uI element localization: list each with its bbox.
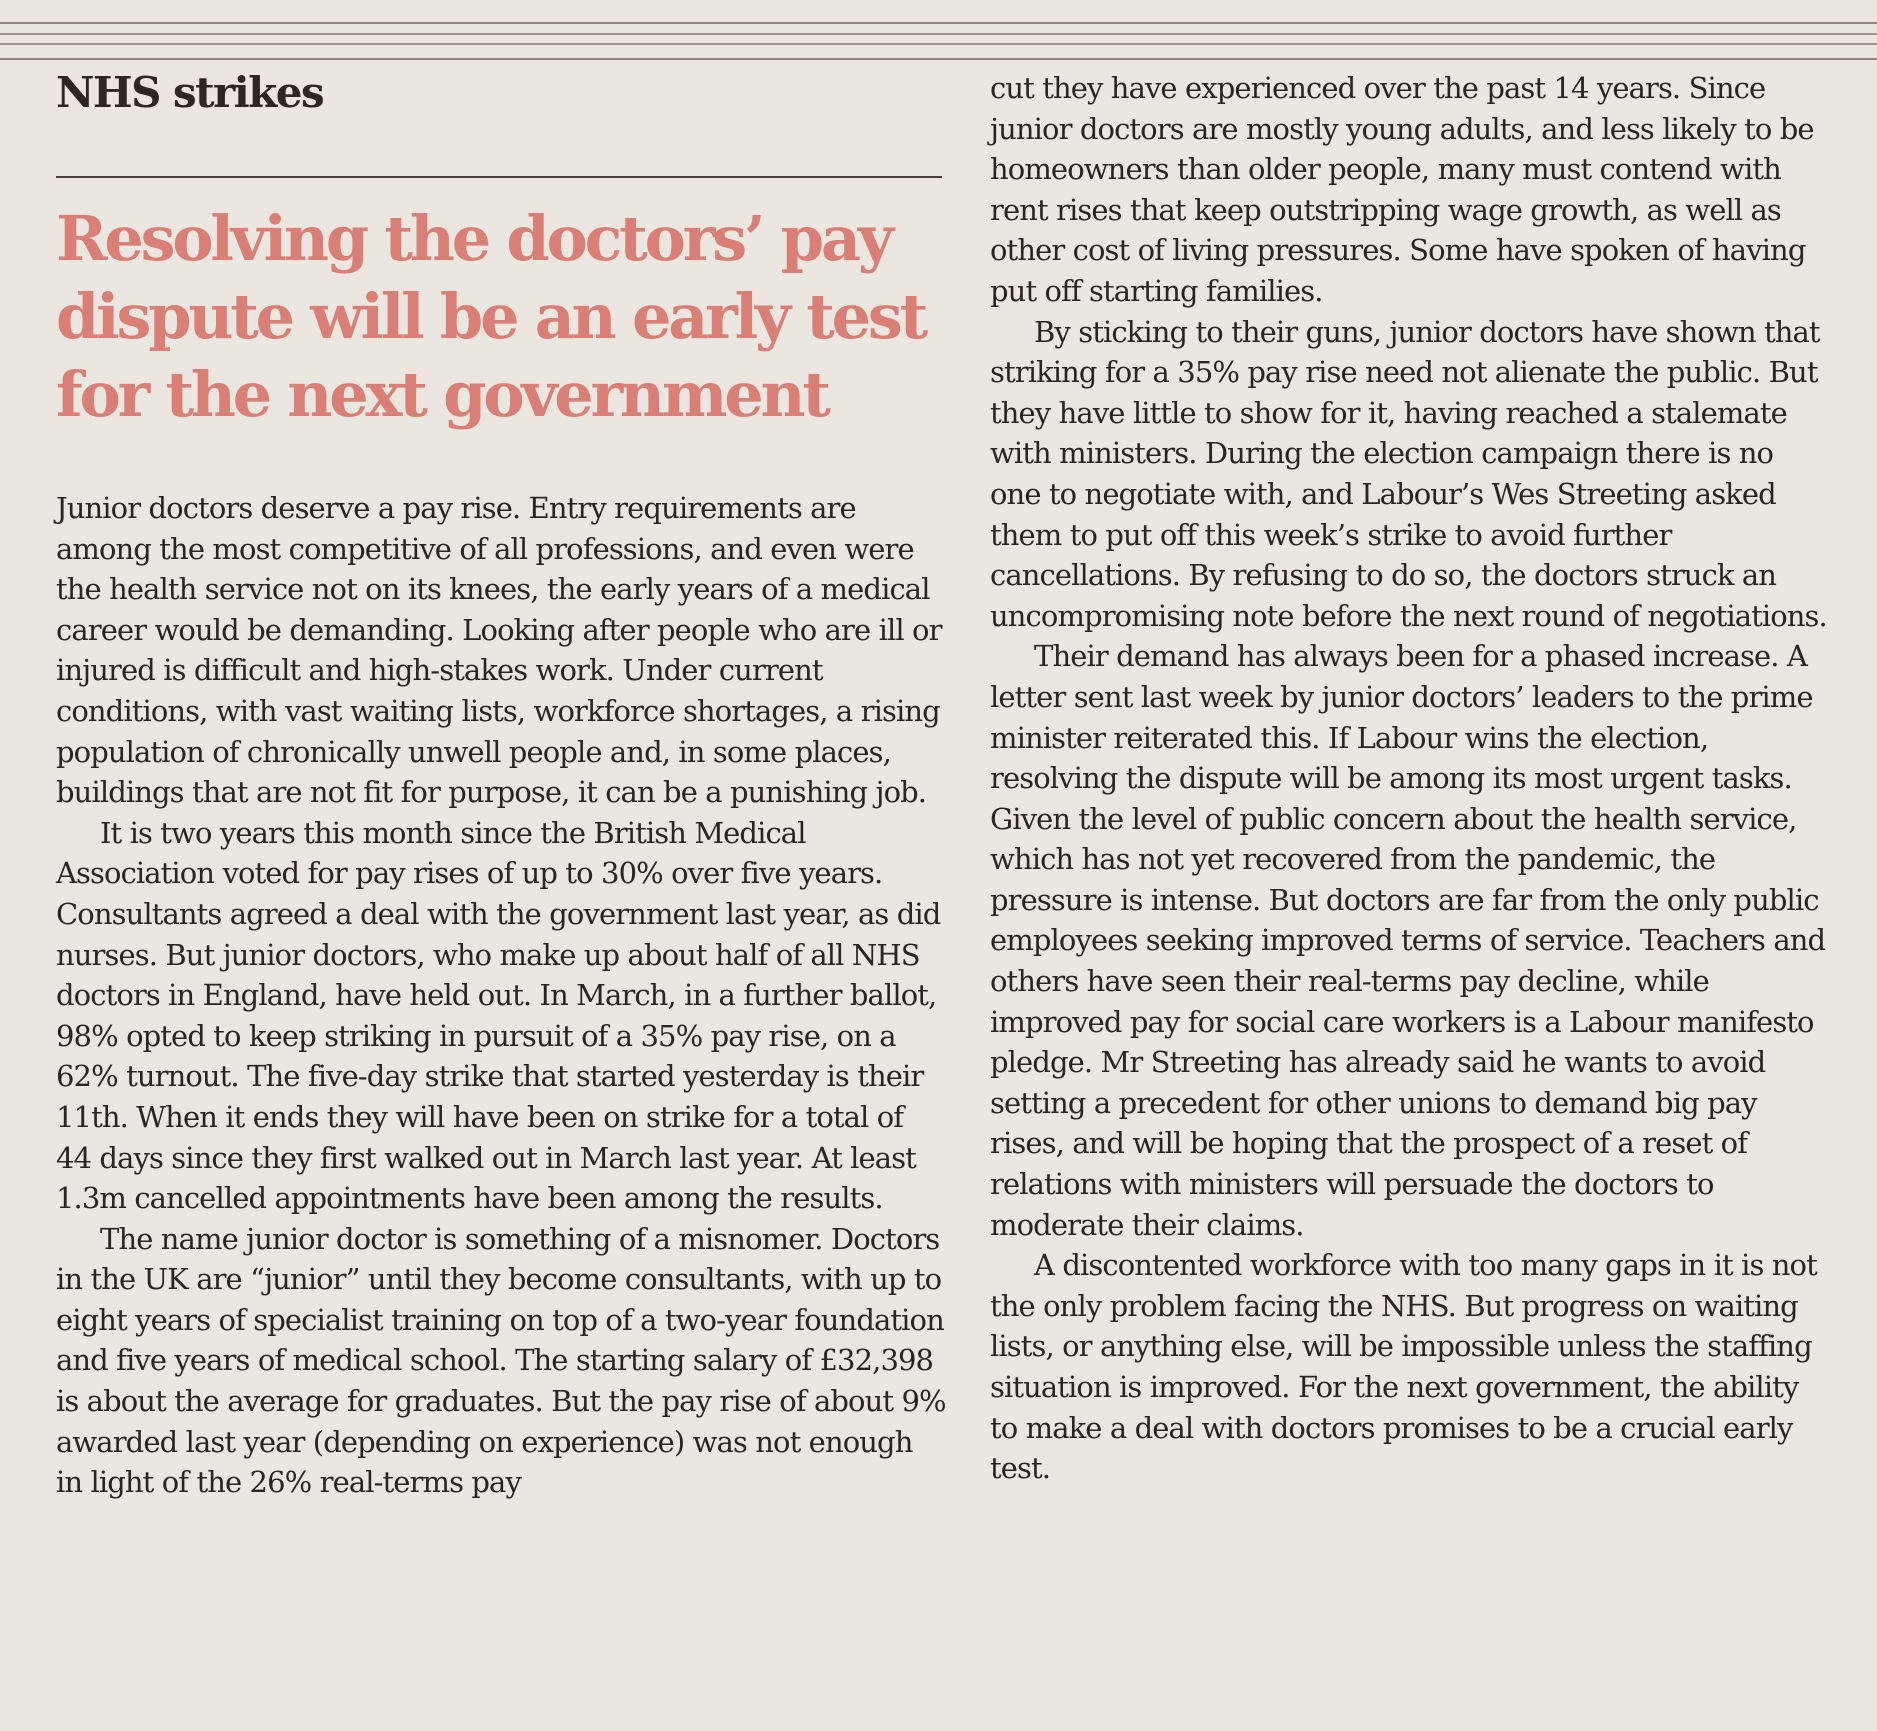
masthead-rules xyxy=(0,22,1877,60)
right-column xyxy=(990,68,1830,1489)
headline: Resolving the doctors’ pay dispute will be an early test for the next government xyxy=(56,202,926,431)
article-body-right xyxy=(990,68,1830,1489)
paragraph-4: By sticking to their guns, junior doctors have shown that striking for a 35% pay rise need not alienate the public. But they have little to show for it, having reached a stalemate with ministers. During the election campaign there is no one to negotiate with, and Labour’s Wes Streeting asked them to put off this week’s strike to avoid further cancellations. By refusing to do so, the doctors struck an uncompromising note before the next round of negotiations. xyxy=(990,314,1827,633)
paragraph-1: Junior doctors deserve a pay rise. Entry requirements are among the most competitive of all professions, and even were the health service not on its knees, the early years of a medical career would be demanding. Looking after people who are ill or injured is difficult and high-stakes work. Under current conditions, with vast waiting lists, workforce shortages, a rising population of chronically unwell people and, in some places, buildings that are not fit for purpose, it can be a punishing job. xyxy=(56,491,942,810)
paragraph-2: It is two years this month since the British Medical Association voted for pay rises of up to 30% over five years. Consultants agreed a deal with the government last year, as did nurses. But junior doctors, who make up about half of all NHS doctors in England, have held out. In March, in a further ballot, 98% opted to keep striking in pursuit of a 35% pay rise, on a 62% turnout. The five-day strike that started yesterday is their 11th. When it ends they will have been on strike for a total of 44 days since they first walked out in March last year. At least 1.3m cancelled appointments have been among the results. xyxy=(56,815,941,1216)
section-divider xyxy=(56,176,942,178)
paragraph-5: Their demand has always been for a phased increase. A letter sent last week by junior doctors’ leaders to the prime minister reiterated this. If Labour wins the election, resolving the dispute will be among its most urgent tasks. Given the level of public concern about the health service, which has not yet recovered from the pandemic, the pressure is intense. But doctors are far from the only public employees seeking improved terms of service. Teachers and others have seen their real-terms pay decline, while improved pay for social care workers is a Labour manifesto pledge. Mr Streeting has already said he wants to avoid setting a precedent for other unions to demand big pay rises, and will be hoping that the prospect of a reset of relations with ministers will persuade the doctors to moderate their claims. xyxy=(990,639,1826,1242)
paragraph-3: The name junior doctor is something of a misnomer. Doctors in the UK are “junior” until they become consultants, with up to eight years of specialist training on top of a two-year foundation and five years of medical school. The starting salary of £32,398 is about the average for graduates. But the pay rise of about 9% awarded last year (depending on experience) was not enough in light of the 26% real-terms pay xyxy=(56,1221,946,1500)
paragraph-3-continued: cut they have experienced over the past 14 years. Since junior doctors are mostly young adults, and less likely to be homeowners than older people, many must contend with rent rises that keep outstripping wage growth, as well as other cost of living pressures. Some have spoken of having put off starting families. xyxy=(990,71,1814,308)
section-label: NHS strikes xyxy=(56,68,324,117)
left-column xyxy=(56,66,946,1503)
article-body-left xyxy=(56,488,946,1503)
paragraph-6: A discontented workforce with too many gaps in it is not the only problem facing the NHS. But progress on waiting lists, or anything else, will be impossible unless the staffing situation is improved. For the next government, the ability to make a deal with doctors promises to be a crucial early test. xyxy=(990,1248,1817,1486)
